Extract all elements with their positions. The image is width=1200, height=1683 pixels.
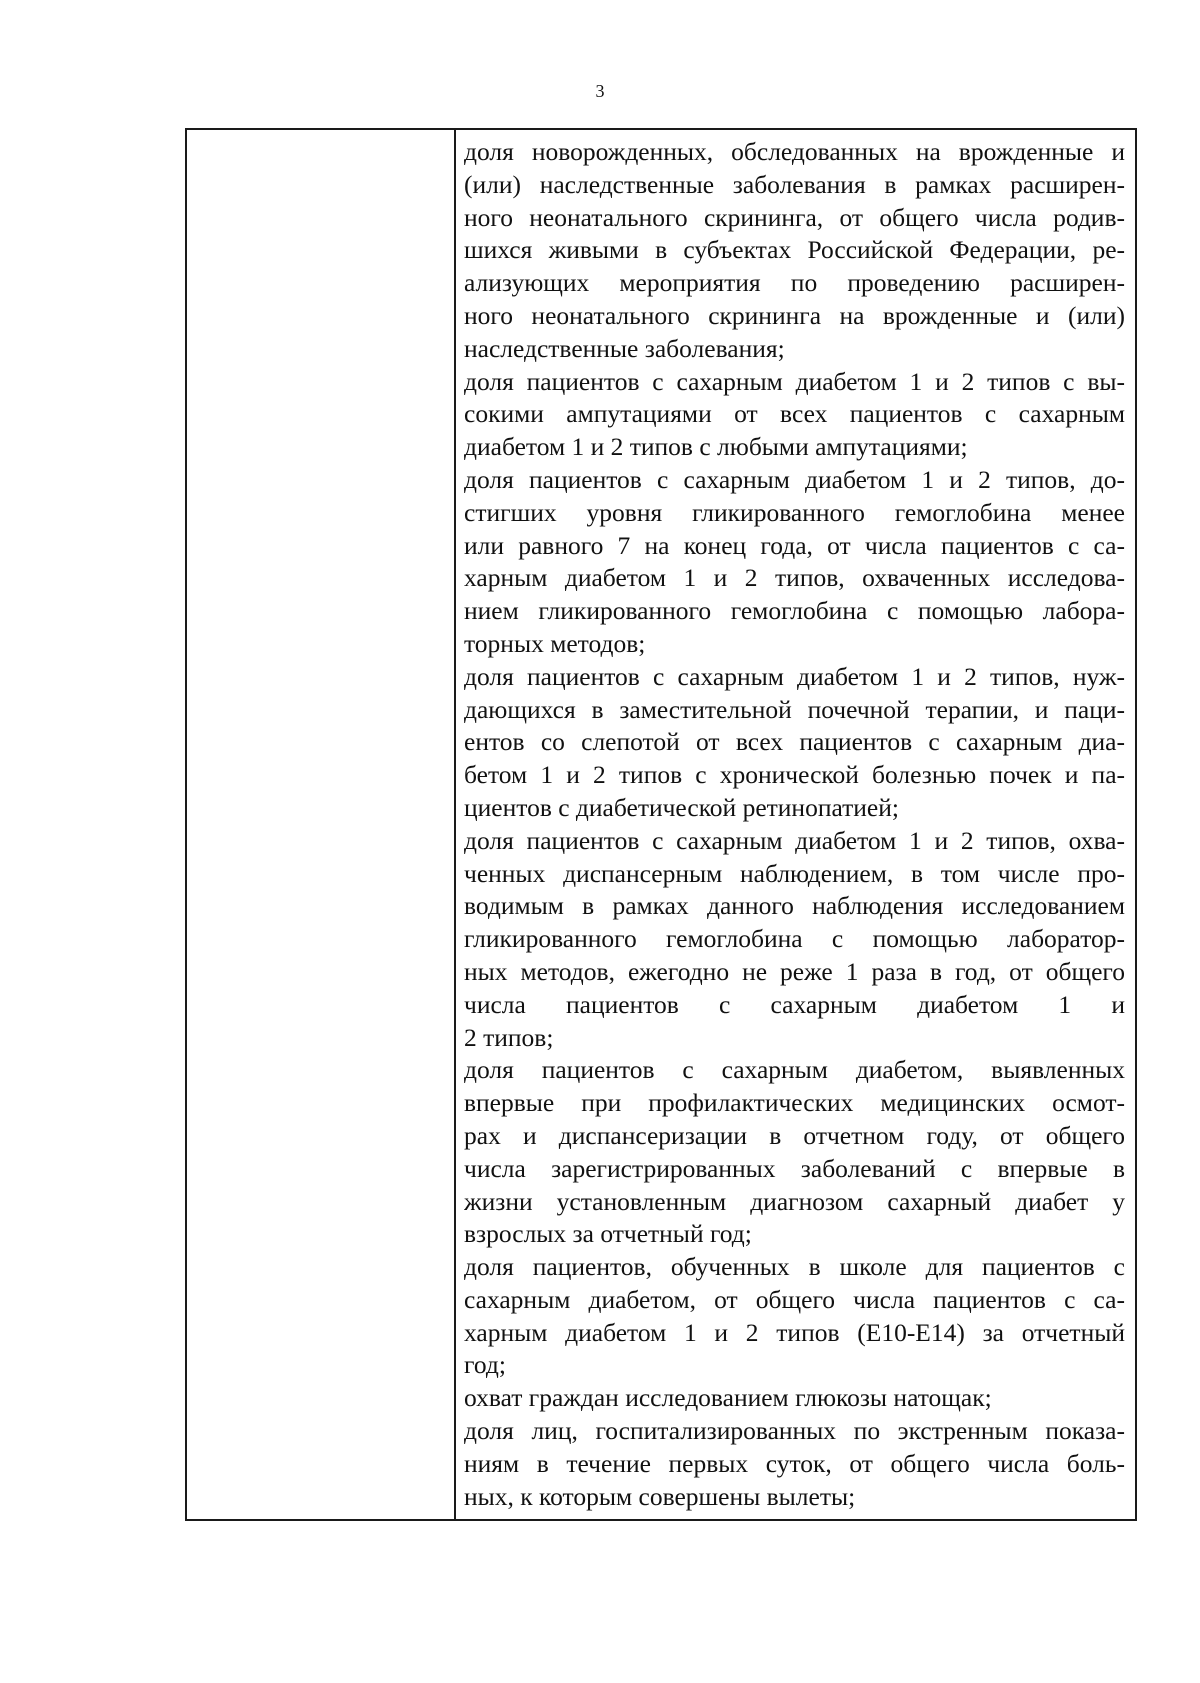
table-cell-left xyxy=(187,130,456,1519)
indicator-table xyxy=(185,128,1137,1521)
text-line: доля новорожденных, обследованных на врожденные и xyxy=(464,137,1125,166)
text-line: охват граждан исследованием глюкозы натощак; xyxy=(464,1383,992,1413)
text-line: шихся живыми в субъектах Российской Федерации, ре- xyxy=(464,235,1125,265)
text-line: нием гликированного гемоглобина с помощью лабора- xyxy=(464,596,1125,626)
text-line: числа зарегистрированных заболеваний с впервые в xyxy=(464,1153,1125,1183)
text-line: ализующих мероприятия по проведению расширен- xyxy=(464,268,1125,298)
text-line: циентов с диабетической ретинопатией; xyxy=(464,792,899,822)
text-line: впервые при профилактических медицинских осмот- xyxy=(464,1088,1125,1118)
text-line: 2 типов; xyxy=(464,1022,554,1052)
text-line: дающихся в заместительной почечной терапии, и паци- xyxy=(464,694,1125,724)
text-line: гликированного гемоглобина с помощью лаборатор- xyxy=(464,924,1125,954)
text-line: ного неонатального скрининга на врожденные и (или) xyxy=(464,300,1125,330)
text-line: числа пациентов с сахарным диабетом 1 и xyxy=(464,989,1125,1019)
text-line: наследственные заболевания; xyxy=(464,333,785,363)
text-line: стигших уровня гликированного гемоглобина менее xyxy=(464,497,1125,527)
text-line: взрослых за отчетный год; xyxy=(464,1219,752,1249)
text-line: харным диабетом 1 и 2 типов, охваченных исследова- xyxy=(464,563,1125,593)
text-line: (или) наследственные заболевания в рамках расширен- xyxy=(464,169,1125,199)
text-line: доля лиц, госпитализированных по экстренным показа- xyxy=(464,1416,1125,1446)
text-line: доля пациентов с сахарным диабетом 1 и 2 типов, нуж- xyxy=(464,661,1125,691)
text-line: или равного 7 на конец года, от числа пациентов с са- xyxy=(464,530,1125,560)
text-line: водимым в рамках данного наблюдения исследованием xyxy=(464,891,1125,921)
text-line: доля пациентов с сахарным диабетом 1 и 2 типов с вы- xyxy=(464,366,1125,396)
text-line: торных методов; xyxy=(464,628,646,658)
text-line: ентов со слепотой от всех пациентов с сахарным диа- xyxy=(464,727,1125,757)
text-line: харным диабетом 1 и 2 типов (Е10-Е14) за отчетный xyxy=(464,1317,1125,1347)
text-line: доля пациентов, обученных в школе для пациентов с xyxy=(464,1252,1125,1282)
text-line: сахарным диабетом, от общего числа пациентов с са- xyxy=(464,1284,1125,1314)
text-line: ных методов, ежегодно не реже 1 раза в год, от общего xyxy=(464,956,1125,986)
text-line: год; xyxy=(464,1350,506,1380)
text-line: ного неонатального скрининга, от общего числа родив- xyxy=(464,202,1125,232)
text-line: ных, к которым совершены вылеты; xyxy=(464,1481,856,1511)
text-line: доля пациентов с сахарным диабетом, выявленных xyxy=(464,1055,1125,1085)
text-line: бетом 1 и 2 типов с хронической болезнью почек и па- xyxy=(464,760,1125,790)
text-line: ниям в течение первых суток, от общего числа боль- xyxy=(464,1448,1125,1478)
text-line: рах и диспансеризации в отчетном году, от общего xyxy=(464,1120,1125,1150)
text-line: доля пациентов с сахарным диабетом 1 и 2 типов, до- xyxy=(464,464,1125,494)
text-line: жизни установленным диагнозом сахарный диабет у xyxy=(464,1186,1125,1216)
page-number: 3 xyxy=(595,81,605,101)
text-line: доля пациентов с сахарным диабетом 1 и 2 типов, охва- xyxy=(464,825,1125,855)
table-cell-right xyxy=(456,130,1135,1519)
text-line: диабетом 1 и 2 типов с любыми ампутациями; xyxy=(464,432,968,462)
text-line: ченных диспансерным наблюдением, в том числе про- xyxy=(464,858,1125,888)
text-line: сокими ампутациями от всех пациентов с сахарным xyxy=(464,399,1125,429)
